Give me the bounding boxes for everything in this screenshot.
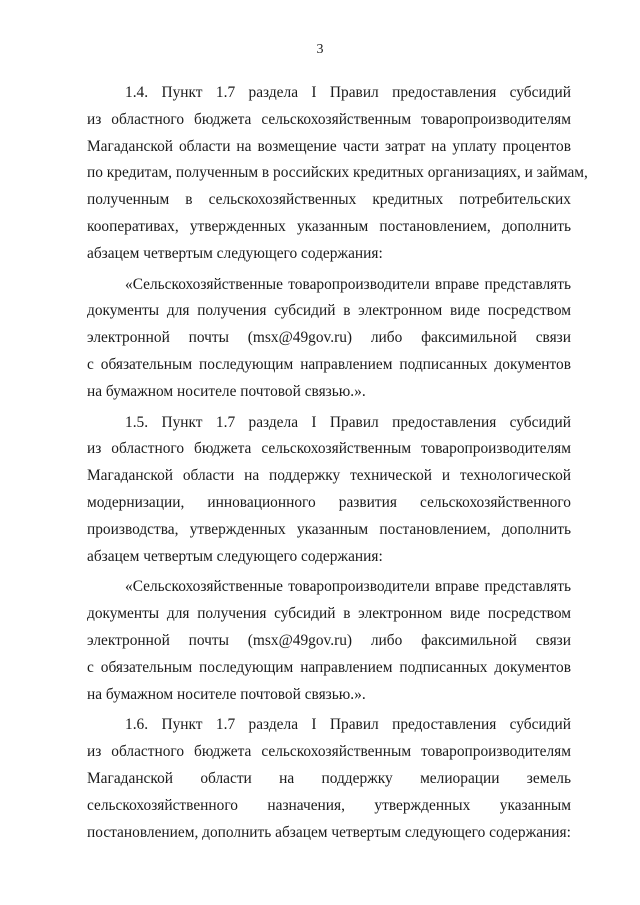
paragraph-1-6: [87, 712, 571, 846]
document-body: [87, 80, 588, 846]
text-line: с обязательным последующим направлением подписанных документов: [87, 355, 571, 373]
text-line: модернизации, инновационного развития сельскохозяйственного: [87, 493, 571, 511]
paragraph-quote-1: [87, 272, 571, 406]
text-line: электронной почты (msx@49gov.ru) либо факсимильной связи: [87, 631, 571, 649]
text-line: с обязательным последующим направлением подписанных документов: [87, 658, 571, 676]
text-line: полученным в сельскохозяйственных кредитных потребительских: [87, 191, 571, 209]
text-line: из областного бюджета сельскохозяйственным товаропроизводителям: [87, 110, 571, 128]
text-line: по кредитам, полученным в российских кредитных организациях, и займам,: [87, 164, 588, 182]
text-line: «Сельскохозяйственные товаропроизводители вправе представлять: [125, 578, 571, 596]
text-line: электронной почты (msx@49gov.ru) либо факсимильной связи: [87, 329, 571, 347]
text-line: сельскохозяйственного назначения, утвержденных указанным: [87, 796, 571, 814]
text-line: абзацем четвертым следующего содержания:: [87, 547, 383, 565]
text-line: 1.4. Пункт 1.7 раздела I Правил предоставления субсидий: [125, 84, 571, 101]
text-line: на бумажном носителе почтовой связью.».: [87, 382, 366, 400]
text-line: 1.6. Пункт 1.7 раздела I Правил предоставления субсидий: [125, 716, 571, 734]
text-line: «Сельскохозяйственные товаропроизводители вправе представлять: [125, 275, 571, 293]
text-line: документы для получения субсидий в электронном виде посредством: [87, 302, 571, 320]
text-line: из областного бюджета сельскохозяйственным товаропроизводителям: [87, 440, 571, 458]
text-line: производства, утвержденных указанным постановлением, дополнить: [87, 520, 571, 538]
page-number: 3: [316, 42, 324, 57]
text-line: Магаданской области на возмещение части затрат на уплату процентов: [87, 137, 571, 155]
text-line: Магаданской области на поддержку мелиорации земель: [87, 769, 571, 787]
paragraph-1-4: [87, 80, 588, 268]
text-line: абзацем четвертым следующего содержания:: [87, 244, 383, 262]
text-line: кооперативах, утвержденных указанным постановлением, дополнить: [87, 217, 571, 235]
text-line: документы для получения субсидий в электронном виде посредством: [87, 605, 571, 623]
text-line: на бумажном носителе почтовой связью.».: [87, 685, 366, 703]
paragraph-quote-2: [87, 574, 571, 708]
text-line: из областного бюджета сельскохозяйственным товаропроизводителям: [87, 743, 571, 761]
text-line: постановлением, дополнить абзацем четвертым следующего содержания:: [87, 823, 571, 841]
text-line: 1.5. Пункт 1.7 раздела I Правил предоставления субсидий: [125, 413, 571, 431]
text-line: Магаданской области на поддержку технической и технологической: [87, 467, 571, 485]
paragraph-1-5: [87, 410, 571, 571]
